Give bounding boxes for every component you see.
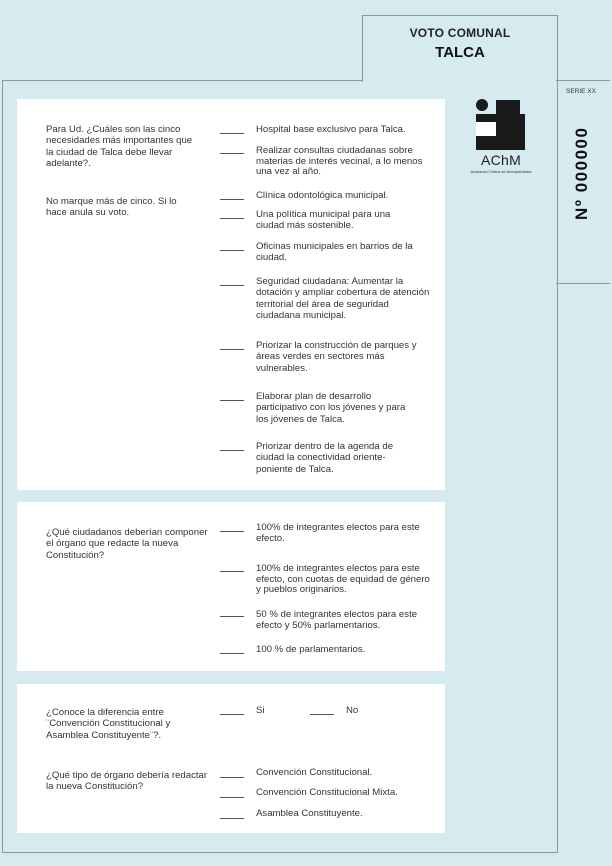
option-4: Una política municipal para una ciudad más sostenible. [256, 209, 391, 232]
option-1: Hospital base exclusivo para Talca. [256, 124, 406, 135]
answer-line[interactable] [220, 153, 244, 154]
difference-question: ¿Conoce la diferencia entre ¨Convención Constitucional y Asamblea Constituyente¨?. [46, 707, 171, 741]
achm-logo-mark-icon [470, 98, 532, 154]
answer-line[interactable] [220, 199, 244, 200]
folio-number: Nº 000000 [572, 126, 591, 220]
yes-label: Si [256, 705, 265, 716]
option-8: Elaborar plan de desarrollo participativo con los jóvenes y para los jóvenes de Talca. [256, 391, 406, 425]
ballot-title: VOTO COMUNAL [409, 26, 511, 40]
needs-question: Para Ud. ¿Cuáles son las cinco necesidades más importantes que la ciudad de Talca debe llevar adelante?. [46, 124, 193, 169]
answer-line[interactable] [220, 818, 244, 819]
needs-instruction: No marque más de cinco. Si lo hace anula su voto. [46, 196, 177, 219]
answer-line[interactable] [220, 450, 244, 451]
achm-logo [470, 98, 532, 180]
composition-question: ¿Qué ciudadanos deberían componer el órgano que redacte la nueva Constitución? [46, 527, 208, 561]
yes-answer-line[interactable] [220, 714, 244, 715]
organ-option-3: Asamblea Constituyente. [256, 808, 363, 819]
composition-option-1: 100% de integrantes electos para este efecto. [256, 522, 420, 545]
answer-line[interactable] [220, 571, 244, 572]
option-7: Priorizar la construcción de parques y áreas verdes en sectores más vulnerables. [256, 340, 417, 374]
ballot-city: TALCA [435, 44, 485, 61]
option-9: Priorizar dentro de la agenda de ciudad la conectividad oriente-poniente de Talca. [256, 441, 394, 475]
option-2: Realizar consultas ciudadanas sobre materias de interés vecinal, a lo menos una vez al año. [256, 145, 423, 177]
answer-line[interactable] [220, 400, 244, 401]
header-tab [362, 15, 558, 82]
answer-line[interactable] [220, 531, 244, 532]
organ-option-1: Convención Constitucional. [256, 767, 373, 778]
no-label: No [346, 705, 359, 716]
no-answer-line[interactable] [310, 714, 334, 715]
answer-line[interactable] [220, 653, 244, 654]
composition-option-4: 100 % de parlamentarios. [256, 644, 366, 655]
answer-line[interactable] [220, 797, 244, 798]
serie-label: SERIE XX [566, 88, 596, 95]
organ-question: ¿Qué tipo de órgano debería redactar la nueva Constitución? [46, 770, 208, 793]
option-3: Clínica odontológica municipal. [256, 190, 389, 201]
logo-acronym: AChM [480, 152, 522, 168]
answer-line[interactable] [220, 218, 244, 219]
organ-option-2: Convención Constitucional Mixta. [256, 787, 398, 798]
composition-option-2: 100% de integrantes electos para este efecto, con cuotas de equidad de género y pueblos originarios. [256, 563, 430, 595]
answer-line[interactable] [220, 285, 244, 286]
answer-line[interactable] [220, 133, 244, 134]
answer-line[interactable] [220, 349, 244, 350]
answer-line[interactable] [220, 616, 244, 617]
logo-subtitle: Asociación Chilena de Municipalidades [470, 170, 532, 174]
option-5: Oficinas municipales en barrios de la ciudad. [256, 241, 413, 264]
composition-option-3: 50 % de integrantes electos para este efecto y 50% parlamentarios. [256, 609, 418, 631]
answer-line[interactable] [220, 250, 244, 251]
option-6: Seguridad ciudadana: Aumentar la dotación y ampliar cobertura de atención territorial del área de seguridad ciudadana municipal. [256, 276, 430, 321]
answer-line[interactable] [220, 777, 244, 778]
